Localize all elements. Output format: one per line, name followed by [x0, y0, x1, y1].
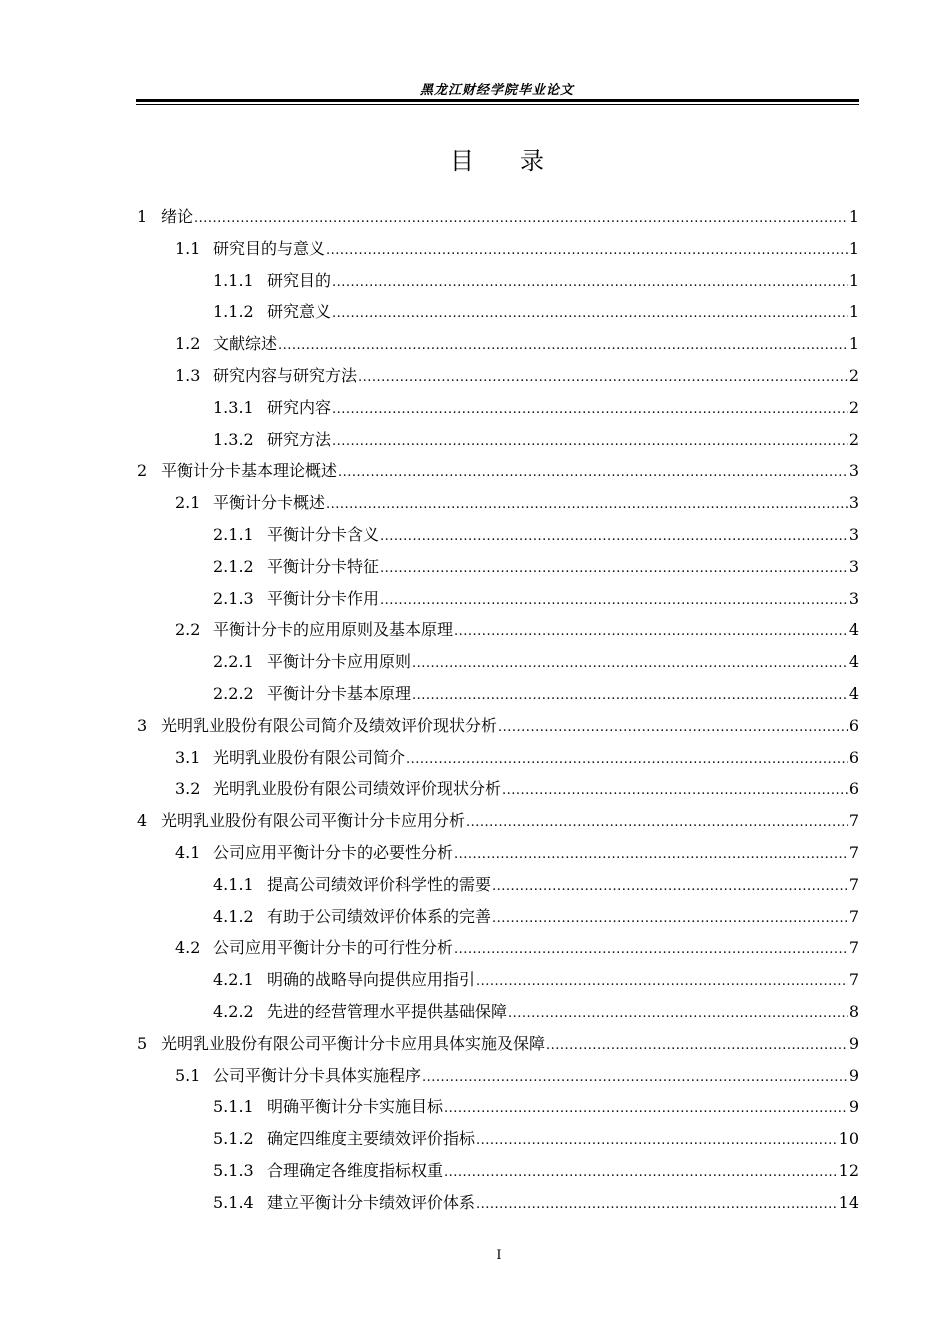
toc-entry[interactable] — [137, 712, 859, 736]
toc-entry-page: 4 — [848, 652, 859, 672]
toc-entry-number: 2.1.1 — [213, 525, 254, 544]
toc-entry-title: 平衡计分卡含义 — [267, 525, 380, 544]
toc-entry-page: 12 — [838, 1161, 859, 1180]
toc-entry-page: 9 — [848, 1033, 859, 1053]
toc-entry-title: 平衡计分卡的应用原则及基本原理 — [213, 620, 454, 640]
toc-entry-title: 光明乳业股份有限公司简介 — [213, 747, 406, 767]
toc-entry-number: 2.1.2 — [213, 556, 254, 576]
toc-entry-number: 5.1.3 — [213, 1161, 254, 1180]
toc-entry-title: 平衡计分卡应用原则 — [267, 652, 412, 672]
toc-entry-page: 7 — [848, 906, 859, 926]
header-rule-thin — [136, 104, 859, 105]
toc-entry-page: 3 — [848, 588, 859, 608]
toc-entry[interactable] — [213, 1157, 859, 1181]
toc-dot-leader — [406, 748, 848, 768]
toc-entry-title: 研究意义 — [267, 302, 332, 322]
toc-entry[interactable] — [213, 298, 859, 322]
toc-entry-title: 公司应用平衡计分卡的可行性分析 — [213, 938, 454, 958]
toc-entry-title: 平衡计分卡基本原理 — [267, 684, 412, 703]
toc-entry-number: 1 — [137, 207, 148, 226]
toc-dot-leader — [466, 811, 848, 831]
toc-entry-number: 4.1.2 — [213, 906, 254, 926]
toc-entry-number: 4.1 — [175, 843, 201, 862]
toc-dot-leader — [326, 239, 848, 259]
toc-entry-number: 4.1.1 — [213, 874, 254, 894]
toc-dot-leader — [422, 1066, 848, 1086]
toc-entry[interactable] — [213, 998, 859, 1022]
toc-entry-number: 2.2.1 — [213, 652, 254, 672]
toc-entry-number: 4 — [137, 811, 148, 831]
toc-entry-title: 提高公司绩效评价科学性的需要 — [267, 874, 492, 894]
toc-entry-number: 1.3.2 — [213, 429, 254, 449]
toc-entry-title: 光明乳业股份有限公司绩效评价现状分析 — [213, 779, 502, 799]
toc-entry-number: 5.1.2 — [213, 1129, 254, 1149]
toc-entry-page: 1 — [848, 302, 859, 322]
toc-entry-number: 1.2 — [175, 334, 201, 354]
toc-entry[interactable] — [137, 807, 859, 831]
toc-entry[interactable] — [137, 457, 859, 481]
toc-entry-number: 4.2.2 — [213, 1002, 254, 1021]
toc-entry-title: 光明乳业股份有限公司简介及绩效评价现状分析 — [161, 715, 498, 735]
page-number: I — [496, 1248, 502, 1263]
toc-entry-title: 研究内容与研究方法 — [213, 366, 358, 385]
toc-entry-title: 建立平衡计分卡绩效评价体系 — [267, 1192, 476, 1212]
toc-entry-number: 1.1 — [175, 238, 201, 258]
toc-entry-page: 3 — [848, 493, 859, 513]
toc-entry[interactable] — [213, 521, 859, 545]
toc-entry-page: 7 — [848, 938, 859, 958]
toc-entry-title: 公司应用平衡计分卡的必要性分析 — [213, 843, 454, 862]
toc-entry-page: 10 — [838, 1129, 859, 1149]
toc-entry-page: 9 — [848, 1097, 859, 1117]
toc-entry-page: 1 — [848, 207, 859, 226]
toc-entry-number: 5.1.4 — [213, 1192, 254, 1212]
toc-entry-number: 4.2.1 — [213, 970, 254, 990]
toc-entry-number: 5 — [137, 1033, 148, 1053]
toc-entry-title: 平衡计分卡概述 — [213, 493, 326, 513]
toc-entry[interactable] — [213, 426, 859, 450]
toc-entry-title: 研究目的 — [267, 270, 332, 290]
toc-entry[interactable] — [213, 553, 859, 577]
toc-entry-title: 确定四维度主要绩效评价指标 — [267, 1129, 476, 1149]
toc-dot-leader — [508, 1002, 848, 1022]
toc-entry[interactable] — [175, 934, 859, 958]
toc-entry-number: 3 — [137, 715, 148, 735]
toc-dot-leader — [476, 970, 848, 990]
toc-entry-page: 7 — [848, 811, 859, 831]
toc-entry[interactable] — [175, 1062, 859, 1086]
toc-entry-title: 研究方法 — [267, 429, 332, 449]
toc-entry[interactable] — [175, 775, 859, 799]
toc-heading-right: 录 — [520, 147, 544, 175]
toc-entry-title: 绪论 — [161, 207, 194, 226]
toc-entry[interactable] — [175, 744, 859, 768]
toc-entry-page: 6 — [848, 779, 859, 799]
toc-entry[interactable] — [175, 362, 859, 386]
toc-entry-page: 3 — [848, 461, 859, 481]
toc-dot-leader — [278, 334, 848, 354]
toc-heading — [136, 141, 858, 176]
toc-entry-page: 4 — [848, 620, 859, 640]
toc-dot-leader — [332, 302, 848, 322]
toc-entry-number: 3.2 — [175, 779, 201, 799]
toc-entry-title: 平衡计分卡作用 — [267, 588, 380, 608]
toc-entry[interactable] — [213, 585, 859, 609]
header-rule-thick — [136, 99, 859, 102]
toc-entry-page: 2 — [848, 397, 859, 417]
toc-heading-left: 目 — [450, 147, 474, 175]
toc-dot-leader — [326, 493, 848, 513]
toc-entry[interactable] — [175, 616, 859, 640]
toc-entry[interactable] — [175, 330, 859, 354]
toc-entry-number: 2.2.2 — [213, 684, 254, 703]
toc-dot-leader — [358, 366, 848, 386]
toc-entry-title: 平衡计分卡特征 — [267, 556, 380, 576]
toc-entry-title: 公司平衡计分卡具体实施程序 — [213, 1065, 422, 1085]
toc-entry[interactable] — [137, 203, 859, 227]
toc-entry-page: 6 — [848, 715, 859, 735]
toc-dot-leader — [492, 875, 848, 895]
toc-dot-leader — [332, 430, 848, 450]
toc-entry[interactable] — [213, 648, 859, 672]
toc-entry[interactable] — [213, 1125, 859, 1149]
toc-dot-leader — [444, 1161, 838, 1181]
toc-entry-page: 7 — [848, 843, 859, 862]
toc-dot-leader — [546, 1034, 848, 1054]
toc-entry[interactable] — [137, 1030, 859, 1054]
running-header: 黑龙江财经学院毕业论文 — [419, 83, 574, 98]
toc-entry[interactable] — [213, 1189, 859, 1213]
toc-dot-leader — [412, 684, 848, 704]
toc-entry-title: 文献综述 — [213, 334, 278, 354]
toc-entry-title: 研究目的与意义 — [213, 238, 326, 258]
toc-entry[interactable] — [213, 903, 859, 927]
toc-entry-page: 3 — [848, 556, 859, 576]
toc-entry[interactable] — [213, 267, 859, 291]
toc-entry-number: 2.1.3 — [213, 588, 254, 608]
toc-entry[interactable] — [175, 489, 859, 513]
toc-entry-page: 8 — [848, 1002, 859, 1021]
toc-entry-page: 6 — [848, 747, 859, 767]
toc-entry-page: 1 — [848, 334, 859, 354]
toc-entry-number: 1.1.2 — [213, 302, 254, 322]
toc-dot-leader — [492, 907, 848, 927]
toc-entry-title: 研究内容 — [267, 397, 332, 417]
toc-entry[interactable] — [213, 966, 859, 990]
toc-dot-leader — [454, 938, 848, 958]
toc-entry-page: 2 — [848, 366, 859, 385]
toc-entry-title: 光明乳业股份有限公司平衡计分卡应用分析 — [161, 811, 466, 831]
toc-entry-number: 2.2 — [175, 620, 201, 640]
toc-dot-leader — [412, 652, 848, 672]
toc-entry-page: 7 — [848, 874, 859, 894]
toc-entry-title: 先进的经营管理水平提供基础保障 — [267, 1002, 508, 1021]
toc-entry-page: 1 — [848, 238, 859, 258]
toc-dot-leader — [454, 843, 848, 863]
toc-dot-leader — [502, 779, 848, 799]
toc-dot-leader — [194, 207, 848, 227]
toc-dot-leader — [338, 461, 848, 481]
toc-dot-leader — [332, 398, 848, 418]
toc-entry-number: 2.1 — [175, 493, 201, 513]
toc-entry[interactable] — [175, 235, 859, 259]
toc-entry-title: 有助于公司绩效评价体系的完善 — [267, 906, 492, 926]
toc-entry-page: 4 — [848, 684, 859, 703]
toc-entry-page: 3 — [848, 525, 859, 544]
toc-entry-page: 2 — [848, 429, 859, 449]
toc-entry[interactable] — [175, 839, 859, 863]
toc-dot-leader — [498, 716, 848, 736]
toc-entry-page: 1 — [848, 270, 859, 290]
toc-entry-number: 5.1.1 — [213, 1097, 254, 1117]
toc-entry-title: 明确的战略导向提供应用指引 — [267, 970, 476, 990]
toc-dot-leader — [332, 271, 848, 291]
toc-entry[interactable] — [213, 680, 859, 704]
toc-entry-title: 合理确定各维度指标权重 — [267, 1161, 444, 1180]
toc-dot-leader — [380, 589, 848, 609]
toc-entry-number: 5.1 — [175, 1065, 201, 1085]
toc-entry-number: 2 — [137, 461, 148, 481]
toc-entry-number: 1.3.1 — [213, 397, 254, 417]
toc-entry-page: 9 — [848, 1065, 859, 1085]
toc-dot-leader — [454, 620, 848, 640]
toc-entry-title: 平衡计分卡基本理论概述 — [161, 461, 338, 481]
toc-dot-leader — [476, 1129, 838, 1149]
toc-entry-number: 1.1.1 — [213, 270, 254, 290]
toc-dot-leader — [380, 525, 848, 545]
toc-entry-title: 光明乳业股份有限公司平衡计分卡应用具体实施及保障 — [161, 1033, 546, 1053]
toc-entry-page: 7 — [848, 970, 859, 990]
toc-entry-number: 3.1 — [175, 747, 201, 767]
toc-entry-title: 明确平衡计分卡实施目标 — [267, 1097, 444, 1117]
toc-dot-leader — [380, 557, 848, 577]
toc-entry-number: 4.2 — [175, 938, 201, 958]
toc-dot-leader — [444, 1097, 848, 1117]
toc-entry-page: 14 — [838, 1192, 859, 1212]
toc-entry[interactable] — [213, 394, 859, 418]
toc-entry[interactable] — [213, 1093, 859, 1117]
toc-dot-leader — [476, 1193, 838, 1213]
toc-entry[interactable] — [213, 871, 859, 895]
toc-entry-number: 1.3 — [175, 366, 201, 385]
